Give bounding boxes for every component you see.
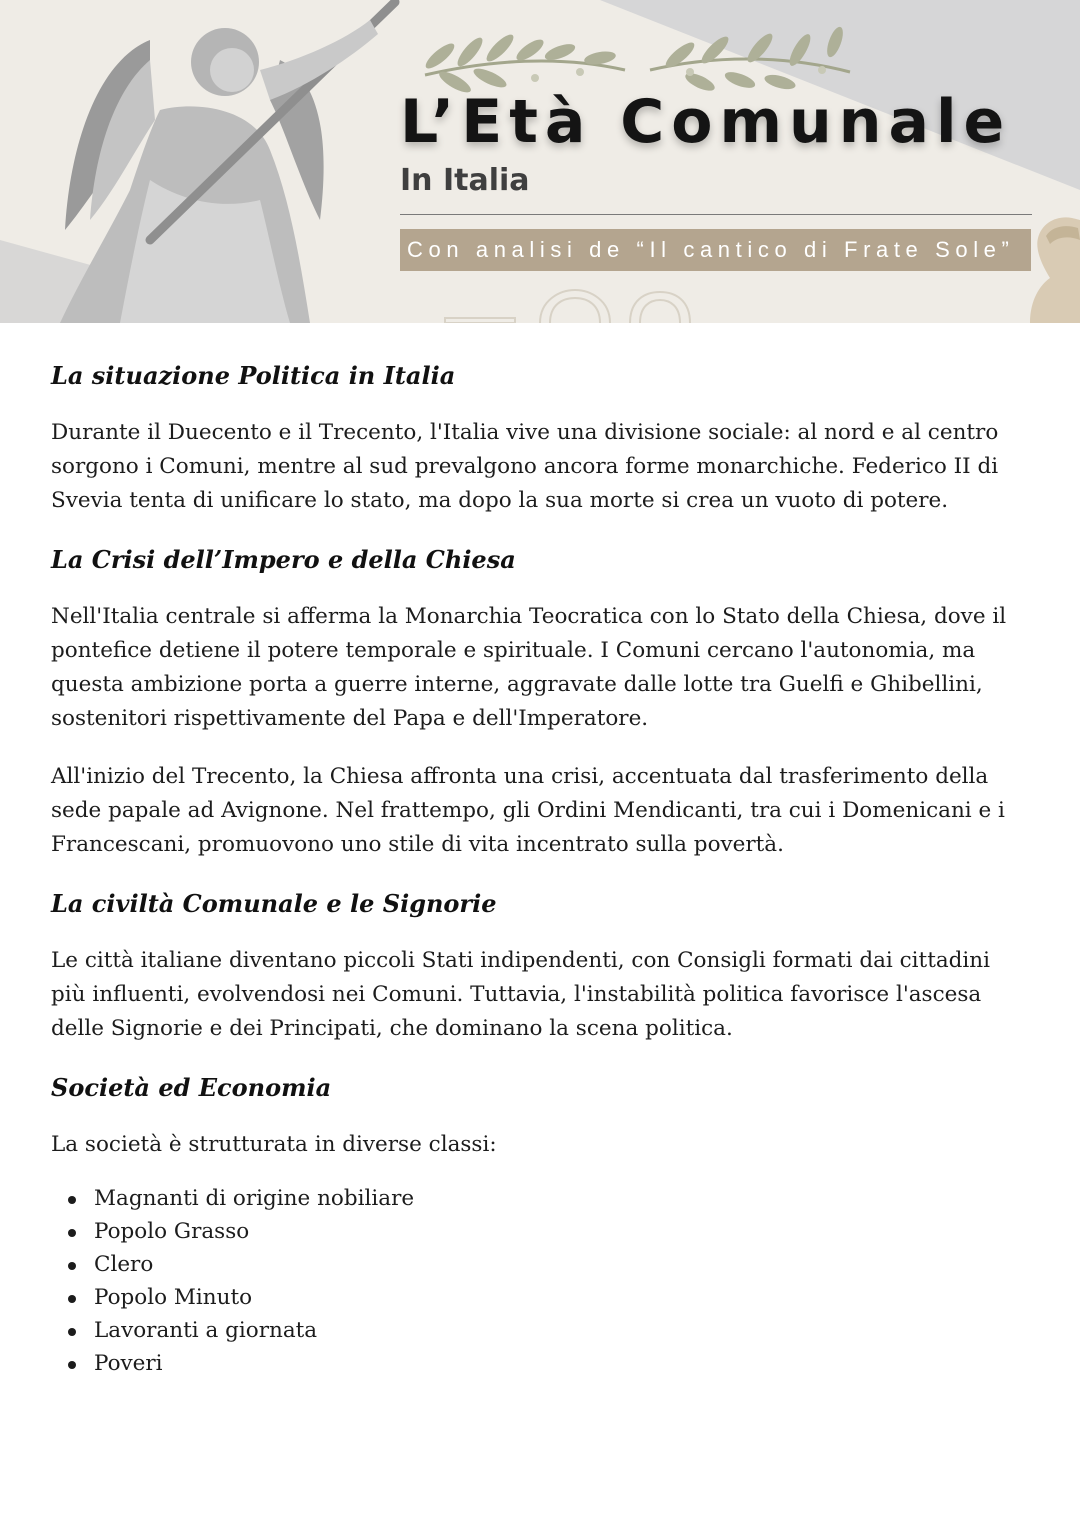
paragraph: Le città italiane diventano piccoli Stati indipendenti, con Consigli formati dai cittadini più influenti, evolvendosi nei Comuni. Tuttavia, l'instabilità politica favorisce l'ascesa delle Signorie e dei Principati, che dominano la scena politica. [51, 948, 991, 1041]
gothic-arch-icon [445, 290, 690, 323]
paragraph: All'inizio del Trecento, la Chiesa affronta una crisi, accentuata dal trasferimento della sede papale ad Avignone. Nel frattempo, gli Ordini Mendicanti, tra cui i Domenicani e i Francescani, promuovono uno stile di vita incentrato sulla povertà. [51, 764, 1005, 857]
bullet-icon [68, 1196, 76, 1204]
page-subtitle: In Italia [400, 163, 530, 198]
document-body [51, 358, 1031, 1380]
paragraph: La società è strutturata in diverse classi: [51, 1132, 497, 1157]
list-item: Popolo Minuto [51, 1281, 1031, 1314]
list-item: Lavoranti a giornata [51, 1314, 1031, 1347]
list-item: Clero [51, 1248, 1031, 1281]
angel-statue-icon [60, 2, 395, 323]
portrait-bust-icon [1030, 217, 1080, 323]
page-title: L’Età Comunale [400, 87, 1012, 157]
bullet-icon [68, 1361, 76, 1369]
banner-background [0, 0, 1080, 323]
bullet-icon [68, 1229, 76, 1237]
paragraph: Durante il Duecento e il Trecento, l'Italia vive una divisione sociale: al nord e al centro sorgono i Comuni, mentre al sud prevalgono ancora forme monarchiche. Federico II di Svevia tenta di unificare lo stato, ma dopo la sua morte si crea un vuoto di potere. [51, 420, 999, 513]
tagline-banner: Con analisi de “Il cantico di Frate Sole” [400, 229, 1031, 271]
bullet-icon [68, 1262, 76, 1270]
section-heading: La Crisi dell’Impero e della Chiesa [51, 545, 516, 574]
list-item: Magnanti di origine nobiliare [51, 1182, 1031, 1215]
bullet-icon [68, 1328, 76, 1336]
list-item: Poveri [51, 1347, 1031, 1380]
section-heading: Società ed Economia [51, 1073, 332, 1102]
bullet-icon [68, 1295, 76, 1303]
section-heading: La situazione Politica in Italia [51, 361, 456, 390]
list-item: Popolo Grasso [51, 1215, 1031, 1248]
class-list [51, 1182, 1031, 1380]
paragraph: Nell'Italia centrale si afferma la Monarchia Teocratica con lo Stato della Chiesa, dove il pontefice detiene il potere temporale e spirituale. I Comuni cercano l'autonomia, ma questa ambizione porta a guerre interne, aggravate dalle lotte tra Guelfi e Ghibellini, sostenitori rispettivamente del Papa e dell'Imperatore. [51, 604, 1007, 731]
divider [400, 214, 1032, 215]
section-heading: La civiltà Comunale e le Signorie [51, 889, 497, 918]
header-banner [0, 0, 1080, 323]
